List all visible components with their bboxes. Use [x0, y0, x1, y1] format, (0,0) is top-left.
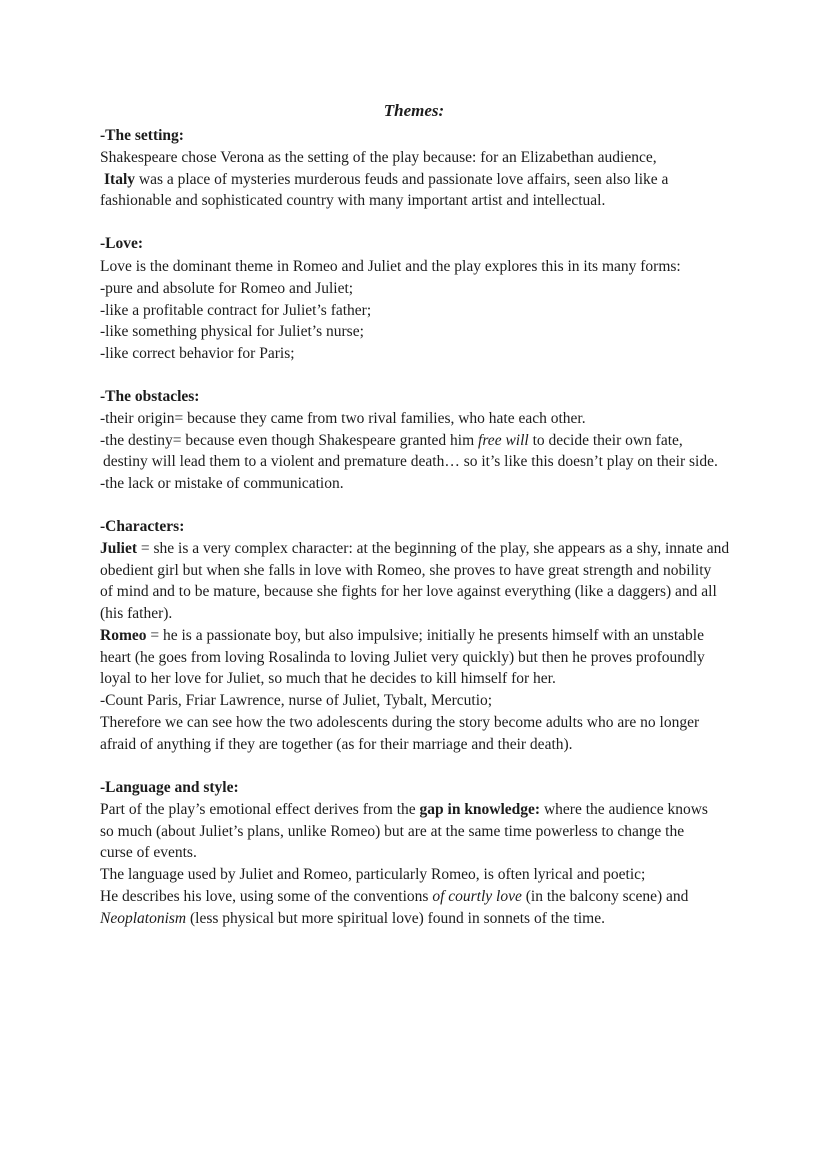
obstacles-line-2: [100, 431, 683, 451]
setting-line-3: fashionable and sophisticated country with many important artist and intellectual.: [100, 192, 606, 209]
juliet-line-4: (his father).: [100, 605, 173, 622]
language-line-1: [100, 800, 708, 820]
romeo-name: Romeo: [100, 627, 147, 644]
language-line-5-post: (in the balcony scene) and: [521, 888, 689, 905]
characters-conclusion-2: afraid of anything if they are together (as for their marriage and their death).: [100, 736, 573, 753]
romeo-line-2: heart (he goes from loving Rosalinda to loving Juliet very quickly) but then he proves profoundly: [100, 649, 705, 666]
juliet-name: Juliet: [100, 540, 138, 557]
page-title: [0, 101, 828, 121]
obstacles-line-2-post: to decide their own fate,: [528, 432, 683, 449]
setting-line-2: [104, 170, 668, 190]
love-line-1: Love is the dominant theme in Romeo and Juliet and the play explores this in its many forms:: [100, 258, 681, 275]
juliet-line-2: obedient girl but when she falls in love with Romeo, she proves to have great strength and nobility: [100, 562, 712, 579]
setting-heading: -The setting:: [100, 127, 184, 144]
romeo-line-3: loyal to her love for Juliet, so much that he decides to kill himself for her.: [100, 670, 556, 687]
obstacles-line-1: -their origin= because they came from two rival families, who hate each other.: [100, 410, 586, 427]
language-line-3: curse of events.: [100, 844, 197, 861]
italy-bold: Italy: [104, 171, 135, 188]
juliet-line-1-text: = she is a very complex character: at the beginning of the play, she appears as a shy, innate and: [137, 540, 730, 557]
setting-line-2-text: was a place of mysteries murderous feuds and passionate love affairs, seen also like a: [135, 171, 669, 188]
gap-in-knowledge-bold: gap in knowledge:: [419, 801, 541, 818]
courtly-love-italic: of courtly love: [432, 888, 522, 905]
juliet-line-1: [100, 539, 729, 559]
other-characters: -Count Paris, Friar Lawrence, nurse of Juliet, Tybalt, Mercutio;: [100, 692, 493, 709]
obstacles-heading: -The obstacles:: [100, 388, 200, 405]
romeo-line-1-text: = he is a passionate boy, but also impulsive; initially he presents himself with an unstable: [146, 627, 704, 644]
language-line-5-pre: He describes his love, using some of the conventions: [100, 888, 433, 905]
obstacles-line-3: destiny will lead them to a violent and premature death… so it’s like this doesn’t play on their side.: [103, 453, 718, 470]
obstacles-line-2-pre: -the destiny= because even though Shakespeare granted him: [100, 432, 479, 449]
language-heading: -Language and style:: [100, 779, 239, 796]
romeo-line-1: [100, 626, 704, 646]
free-will-italic: free will: [478, 432, 529, 449]
language-line-1-post: where the audience knows: [540, 801, 708, 818]
love-item-4: -like correct behavior for Paris;: [100, 345, 295, 362]
love-item-2: -like a profitable contract for Juliet’s father;: [100, 302, 372, 319]
language-line-5: [100, 887, 688, 907]
love-item-3: -like something physical for Juliet’s nurse;: [100, 323, 364, 340]
obstacles-line-4: -the lack or mistake of communication.: [100, 475, 344, 492]
characters-heading: -Characters:: [100, 518, 185, 535]
title-text: Themes:: [383, 101, 445, 120]
love-item-1: -pure and absolute for Romeo and Juliet;: [100, 280, 354, 297]
characters-conclusion-1: Therefore we can see how the two adolescents during the story become adults who are no longer: [100, 714, 700, 731]
juliet-line-3: of mind and to be mature, because she fights for her love against everything (like a daggers) and all: [100, 583, 717, 600]
language-line-1-pre: Part of the play’s emotional effect derives from the: [100, 801, 420, 818]
language-line-6-post: (less physical but more spiritual love) found in sonnets of the time.: [186, 910, 605, 927]
love-heading: -Love:: [100, 235, 144, 252]
language-line-4: The language used by Juliet and Romeo, particularly Romeo, is often lyrical and poetic;: [100, 866, 646, 883]
language-line-2: so much (about Juliet’s plans, unlike Romeo) but are at the same time powerless to change the: [100, 823, 685, 840]
setting-line-1: Shakespeare chose Verona as the setting of the play because: for an Elizabethan audience,: [100, 149, 657, 166]
neoplatonism-italic: Neoplatonism: [100, 910, 187, 927]
language-line-6: [100, 909, 605, 929]
